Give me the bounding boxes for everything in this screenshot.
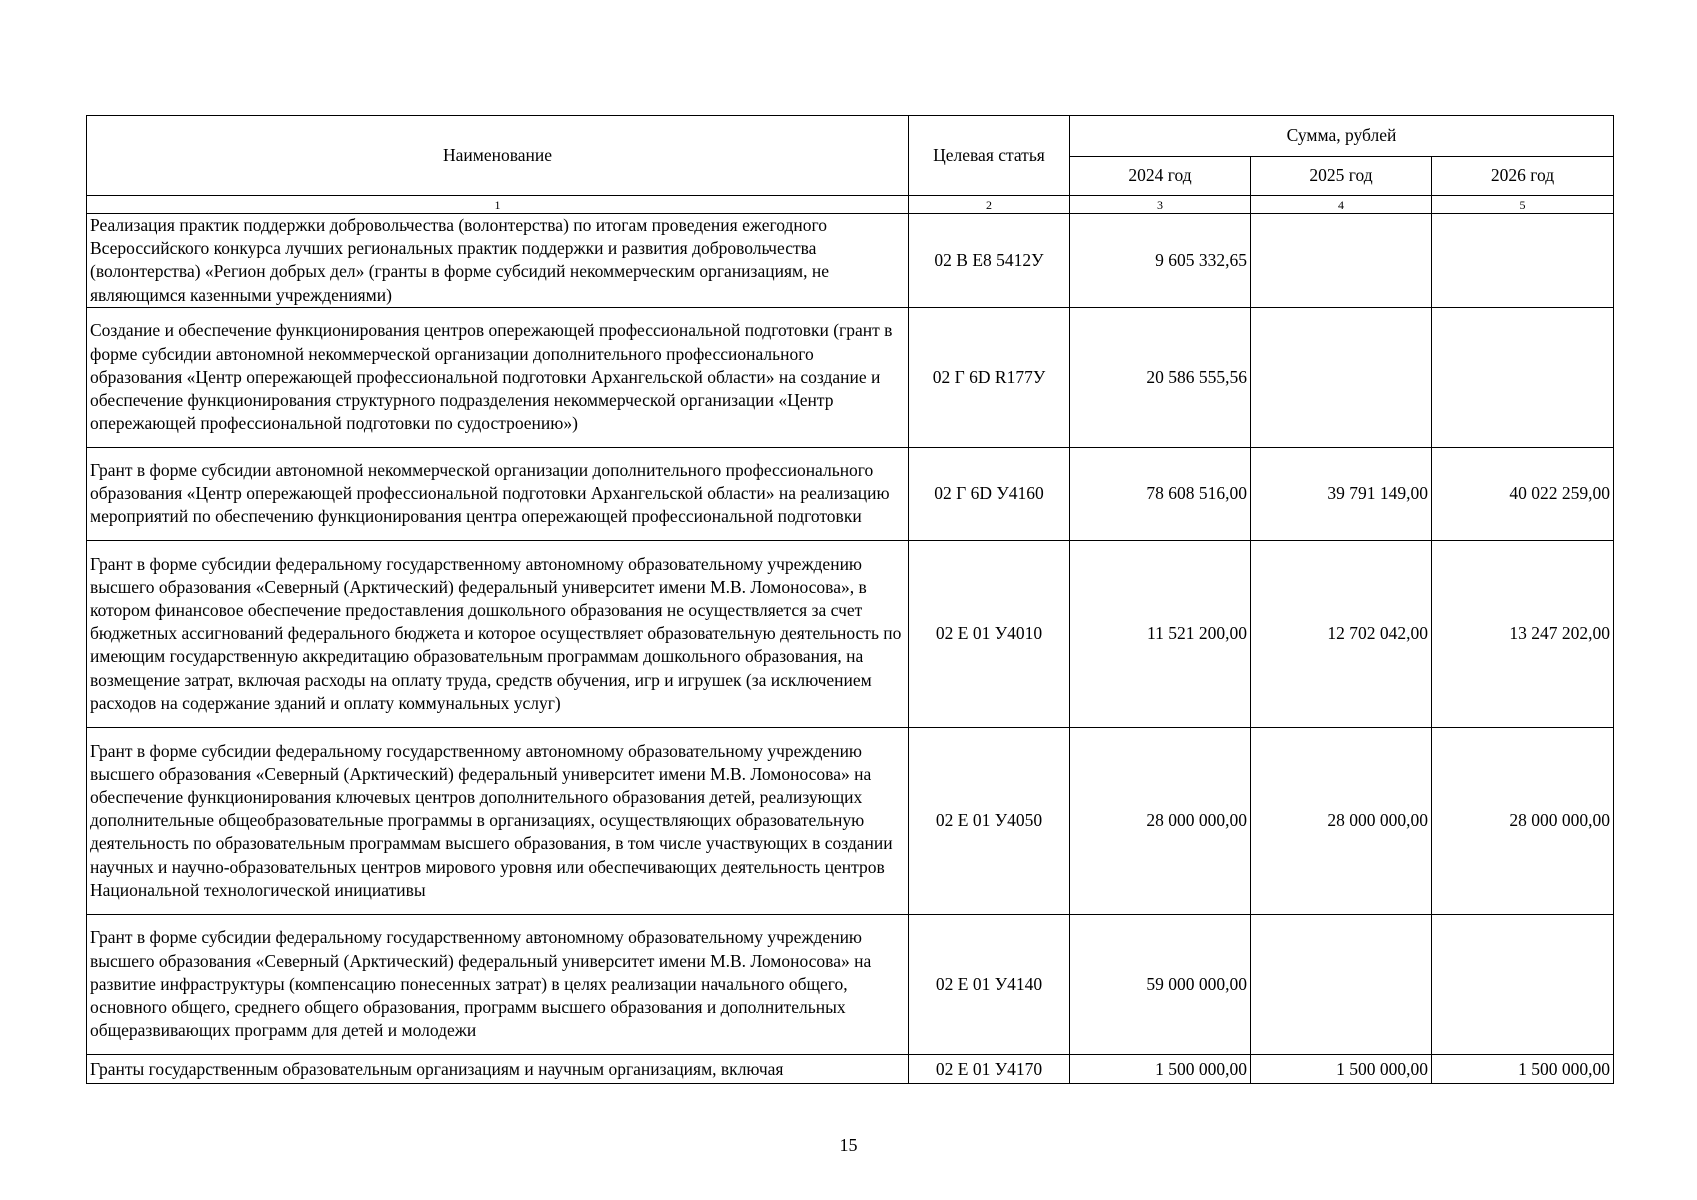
row-name: Гранты государственным образовательным организациям и научным организациям, включая	[87, 1054, 909, 1083]
table-row	[87, 914, 1614, 1054]
row-name: Грант в форме субсидии автономной некоммерческой организации дополнительного профессионального образования «Центр опережающей профессиональной подготовки Архангельской области» на реализацию мероприятий по обеспечению функционирования центра опережающей профессиональной подготовки	[87, 447, 909, 540]
header-year-2024: 2024 год	[1070, 157, 1251, 196]
row-amount-2026	[1432, 307, 1614, 447]
row-amount-2026	[1432, 214, 1614, 308]
row-name: Грант в форме субсидии федеральному государственному автономному образовательному учреждению высшего образования «Северный (Арктический) федеральный университет имени М.В. Ломоносова» на обеспечение функционирования ключевых центров дополнительного образования детей, реализующих дополнительные общеобразовательные программы в организациях, осуществляющих образовательную деятельность по образовательным программам высшего образования, в том числе участвующих в создании научных и научно-образовательных центров мирового уровня или обеспечивающих деятельность центров Национальной технологической инициативы	[87, 727, 909, 914]
row-amount-2025: 28 000 000,00	[1251, 727, 1432, 914]
row-amount-2025: 1 500 000,00	[1251, 1054, 1432, 1083]
row-amount-2026: 40 022 259,00	[1432, 447, 1614, 540]
row-code: 02 В Е8 5412У	[909, 214, 1070, 308]
row-amount-2024: 28 000 000,00	[1070, 727, 1251, 914]
row-amount-2024: 78 608 516,00	[1070, 447, 1251, 540]
row-name: Грант в форме субсидии федеральному государственному автономному образовательному учреждению высшего образования «Северный (Арктический) федеральный университет имени М.В. Ломоносова», в котором финансовое обеспечение предоставления дошкольного образования не осуществляется за счет бюджетных ассигнований федерального бюджета и которое осуществляет образовательную деятельность по имеющим государственную аккредитацию образовательным программам дошкольного образования, на возмещение затрат, включая расходы на оплату труда, средств обучения, игр и игрушек (за исключением расходов на содержание зданий и оплату коммунальных услуг)	[87, 540, 909, 727]
header-sum: Сумма, рублей	[1070, 116, 1614, 157]
row-amount-2024: 9 605 332,65	[1070, 214, 1251, 308]
row-amount-2024: 20 586 555,56	[1070, 307, 1251, 447]
row-code: 02 Г 6D У4160	[909, 447, 1070, 540]
row-amount-2026	[1432, 914, 1614, 1054]
row-amount-2025	[1251, 914, 1432, 1054]
table-row	[87, 727, 1614, 914]
row-code: 02 Е 01 У4170	[909, 1054, 1070, 1083]
row-amount-2026: 28 000 000,00	[1432, 727, 1614, 914]
row-amount-2024: 1 500 000,00	[1070, 1054, 1251, 1083]
table-row	[87, 1054, 1614, 1083]
row-amount-2025	[1251, 307, 1432, 447]
header-name: Наименование	[87, 116, 909, 196]
row-code: 02 Е 01 У4050	[909, 727, 1070, 914]
row-name: Создание и обеспечение функционирования центров опережающей профессиональной подготовки (грант в форме субсидии автономной некоммерческой организации дополнительного профессионального образования «Центр опережающей профессиональной подготовки Архангельской области» на создание и обеспечение функционирования структурного подразделения некоммерческой организации «Центр опережающей профессиональной подготовки по судостроению»)	[87, 307, 909, 447]
header-row	[87, 116, 1614, 157]
row-code: 02 Е 01 У4140	[909, 914, 1070, 1054]
header-code: Целевая статья	[909, 116, 1070, 196]
column-number: 5	[1432, 196, 1614, 214]
column-number: 1	[87, 196, 909, 214]
row-amount-2026: 13 247 202,00	[1432, 540, 1614, 727]
column-number: 4	[1251, 196, 1432, 214]
row-code: 02 Е 01 У4010	[909, 540, 1070, 727]
column-number: 3	[1070, 196, 1251, 214]
column-number: 2	[909, 196, 1070, 214]
table-row	[87, 214, 1614, 308]
row-code: 02 Г 6D R177У	[909, 307, 1070, 447]
page-number: 15	[839, 1135, 858, 1155]
table-row	[87, 447, 1614, 540]
row-amount-2024: 59 000 000,00	[1070, 914, 1251, 1054]
row-name: Грант в форме субсидии федеральному государственному автономному образовательному учреждению высшего образования «Северный (Арктический) федеральный университет имени М.В. Ломоносова» на развитие инфраструктуры (компенсацию понесенных затрат) в целях реализации начального общего, основного общего, среднего общего образования, программ высшего образования и дополнительных общеразвивающих программ для детей и молодежи	[87, 914, 909, 1054]
row-amount-2025: 12 702 042,00	[1251, 540, 1432, 727]
row-amount-2025	[1251, 214, 1432, 308]
table-row	[87, 307, 1614, 447]
row-amount-2026: 1 500 000,00	[1432, 1054, 1614, 1083]
row-amount-2024: 11 521 200,00	[1070, 540, 1251, 727]
table-row	[87, 540, 1614, 727]
budget-table	[86, 115, 1614, 1084]
header-year-2026: 2026 год	[1432, 157, 1614, 196]
row-name: Реализация практик поддержки добровольчества (волонтерства) по итогам проведения ежегодного Всероссийского конкурса лучших региональных практик поддержки и развития добровольчества (волонтерства) «Регион добрых дел» (гранты в форме субсидий некоммерческим организациям, не являющимся казенными учреждениями)	[87, 214, 909, 308]
column-number-row	[87, 196, 1614, 214]
header-year-2025: 2025 год	[1251, 157, 1432, 196]
row-amount-2025: 39 791 149,00	[1251, 447, 1432, 540]
